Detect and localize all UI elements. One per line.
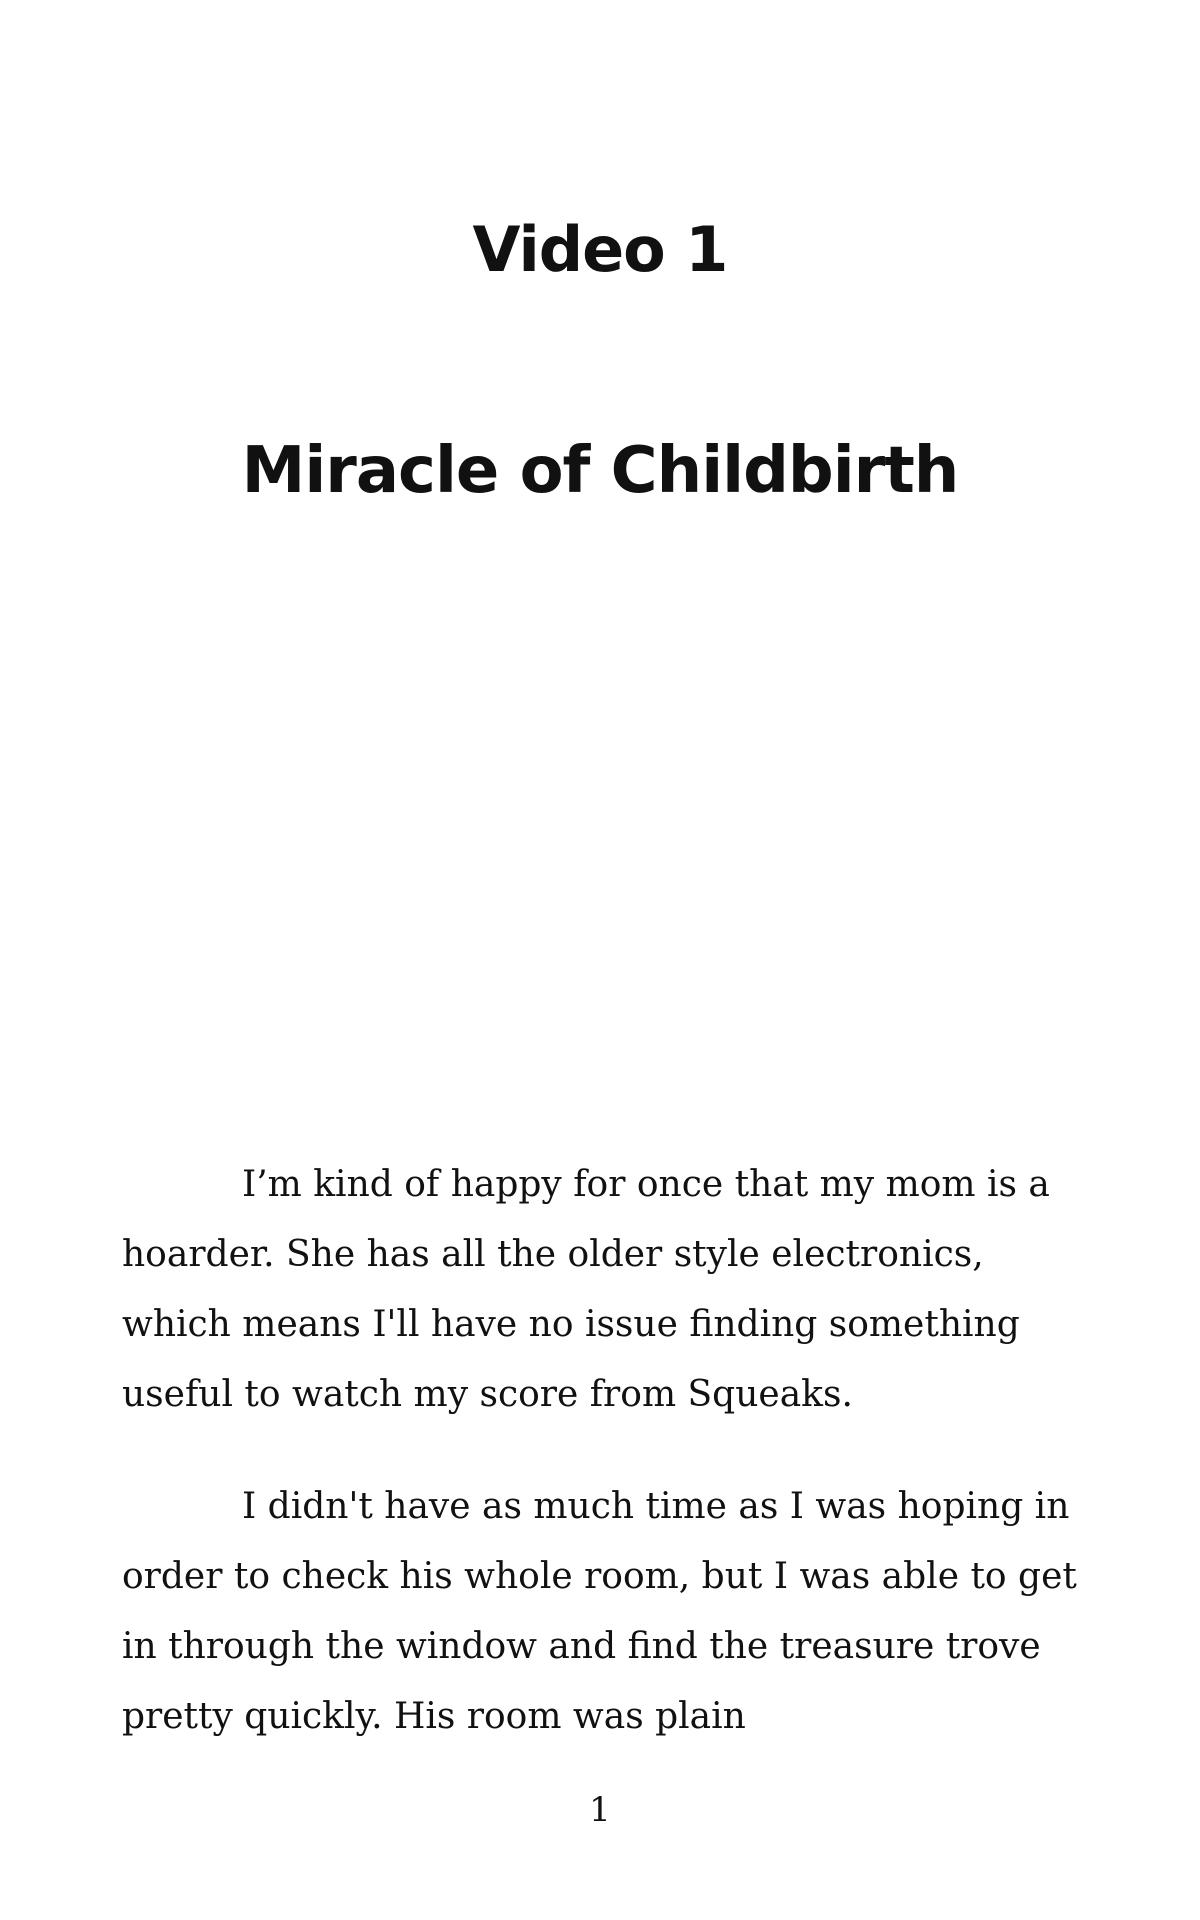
chapter-title-heading: Miracle of Childbirth <box>241 434 959 508</box>
chapter-number-heading: Video 1 <box>472 213 728 286</box>
page-number: 1 <box>589 1790 611 1830</box>
paragraph: I’m kind of happy for once that my mom is a hoarder. She has all the older style electronics, which means I'll have no issue finding something useful to watch my score from Squeaks. <box>122 1164 1050 1415</box>
paragraph: I didn't have as much time as I was hoping in order to check his whole room, but I was able to get in through the window and find the treasure trove pretty quickly. His room was plain <box>122 1486 1077 1737</box>
